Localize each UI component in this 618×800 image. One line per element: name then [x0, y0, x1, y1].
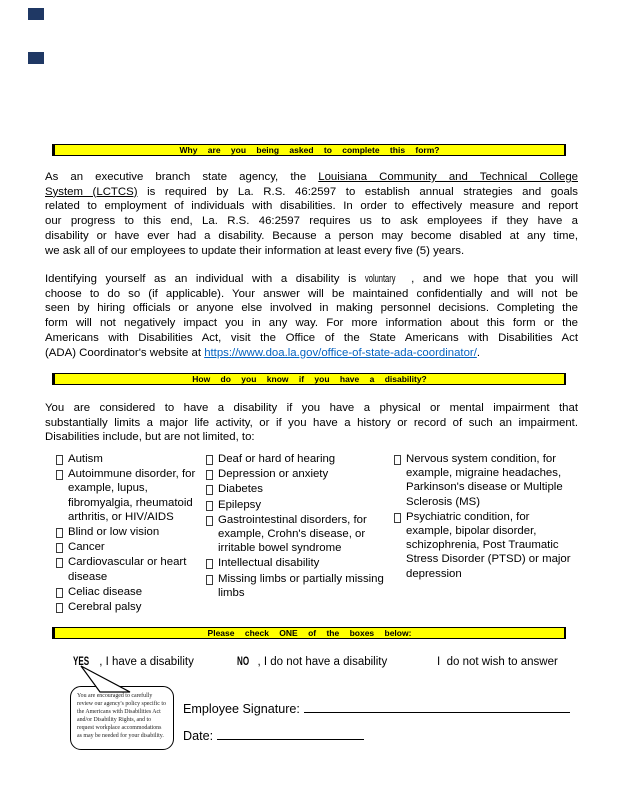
date-line[interactable] — [217, 727, 364, 740]
yes-label: YES — [73, 656, 90, 668]
checkbox-icon — [394, 513, 401, 523]
disability-list-item — [205, 513, 385, 556]
banner-why-asked: Why are you being asked to complete this form? — [52, 144, 566, 156]
paragraph-line — [45, 185, 578, 200]
paragraph-line — [45, 430, 578, 445]
definition-paragraph — [45, 401, 578, 445]
paragraph-line — [45, 199, 578, 214]
emphasized-text: System (LCTCS) — [45, 185, 138, 198]
body-text: form will not negatively impact you in any way. For more information about this form or the — [45, 317, 578, 330]
disability-list-item — [393, 510, 575, 581]
paragraph-line — [45, 229, 578, 244]
body-text: is required by La. R.S. 46:2597 to establish annual strategies and goals — [137, 185, 578, 198]
banner-check-one: Please check ONE of the boxes below: — [52, 627, 566, 639]
intro-paragraph — [45, 170, 578, 258]
emphasized-text: voluntary — [364, 273, 396, 285]
checkbox-icon — [206, 455, 213, 465]
callout-bubble: You are encouraged to carefully review our agency's policy specific to the Americans with Disabilities Act and/or Disability Rights, and to request workplace accommodations as may be needed for your disability. — [70, 686, 174, 750]
disability-item-text: Psychiatric condition, for example, bipolar disorder, schizophrenia, Post Traumatic Stress Disorder (PTSD) or major depression — [406, 510, 571, 580]
disability-list-item — [55, 540, 205, 554]
paragraph-line — [45, 301, 578, 316]
disability-list-item — [55, 555, 205, 583]
body-text: As an executive branch state agency, the — [45, 171, 319, 183]
paragraph-line — [45, 244, 578, 259]
disability-list-item — [205, 467, 385, 481]
paragraph-line — [45, 316, 578, 331]
disability-list-item — [393, 452, 575, 509]
paragraph-line — [45, 214, 578, 229]
disability-list-column-2 — [205, 452, 385, 601]
disability-item-text: Gastrointestinal disorders, for example, Crohn's disease, or irritable bowel syndrome — [218, 513, 367, 555]
checkbox-icon — [206, 559, 213, 569]
disability-list-column-1 — [55, 452, 205, 615]
checkbox-icon — [394, 455, 401, 465]
paragraph-line — [45, 401, 578, 416]
checkbox-icon — [56, 588, 63, 598]
checkbox-icon — [56, 528, 63, 538]
body-text: You are considered to have a disability if you have a physical or mental impairment that — [45, 402, 578, 414]
body-text: related to employment of individuals with disabilities. In order to effectively measure and report — [45, 200, 578, 213]
disability-item-text: Depression or anxiety — [218, 468, 329, 481]
body-text: Disabilities include, but are not limited, to: — [45, 431, 255, 444]
paragraph-line — [45, 331, 578, 346]
disability-list-item — [205, 482, 385, 496]
body-text: disability or have ever had a disability. Because a person may become disabled at any time, — [45, 229, 578, 242]
answer-abstain-option[interactable]: I do not wish to answer — [437, 656, 558, 668]
dark-marker-icon — [28, 52, 44, 64]
body-text: Identifying yourself as an individual with a disability is — [45, 273, 365, 285]
disability-list-item — [55, 525, 205, 539]
disability-item-text: Intellectual disability — [218, 557, 320, 570]
paragraph-line — [45, 287, 578, 302]
body-text: Americans with Disabilities Act, visit the Office of the State Americans with Disabilities Act — [45, 331, 578, 344]
checkbox-icon — [56, 455, 63, 465]
disability-item-text: Deaf or hard of hearing — [218, 453, 336, 465]
disability-list-item — [55, 585, 205, 599]
employee-signature-label: Employee Signature: — [183, 702, 300, 716]
date-row — [183, 727, 364, 743]
checkbox-icon — [206, 501, 213, 511]
disability-list-item — [205, 452, 385, 466]
checkbox-icon — [206, 470, 213, 480]
checkbox-icon — [206, 485, 213, 495]
employee-signature-line[interactable] — [304, 700, 570, 713]
no-label: NO — [237, 656, 250, 668]
disability-item-text: Cerebral palsy — [68, 601, 142, 614]
body-text: . — [476, 346, 481, 359]
answer-no-option[interactable] — [237, 656, 387, 668]
checkbox-icon — [56, 603, 63, 613]
disability-item-text: Cancer — [68, 541, 105, 554]
paragraph-line — [45, 416, 578, 431]
disability-item-text: Nervous system condition, for example, migraine headaches, Parkinson's disease or Multiple Sclerosis (MS) — [406, 453, 563, 508]
body-text: , and we hope that you will — [411, 273, 578, 285]
body-text: substantially limits a major life activity, or if you have a history or record of such an impairment. — [45, 416, 578, 429]
body-text: seen by hiring officials or anyone else involved in making personnel decisions. Completing the — [45, 302, 578, 315]
body-text: choose to do so (if applicable). Your answer will be maintained confidentially and will not be — [45, 287, 578, 300]
disability-item-text: Celiac disease — [68, 585, 143, 598]
banner-how-know: How do you know if you have a disability? — [52, 373, 566, 385]
callout-pointer — [72, 664, 152, 694]
checkbox-icon — [56, 558, 63, 568]
date-label: Date: — [183, 729, 214, 743]
disability-item-text: Blind or low vision — [68, 526, 160, 539]
checkbox-icon — [206, 516, 213, 526]
disability-list-item — [205, 556, 385, 570]
disability-list-column-3 — [393, 452, 575, 582]
checkbox-icon — [206, 575, 213, 585]
body-text: our progress to this end, La. R.S. 46:2597 requires us to ask employees if they have a — [45, 215, 578, 228]
disability-item-text: Epilepsy — [218, 498, 262, 511]
disability-list-item — [205, 498, 385, 512]
yes-text: , I have a disability — [96, 656, 194, 668]
paragraph-line — [45, 170, 578, 185]
disability-item-text: Missing limbs or partially missing limbs — [218, 572, 384, 599]
disability-list-item — [55, 452, 205, 466]
ada-coordinator-link[interactable]: https://www.doa.la.gov/office-of-state-ada-coordinator/ — [204, 346, 477, 359]
paragraph-line — [45, 272, 578, 287]
voluntary-paragraph — [45, 272, 578, 360]
no-text: , I do not have a disability — [254, 656, 388, 668]
body-text: (ADA) Coordinator's website at — [45, 346, 205, 359]
disability-item-text: Cardiovascular or heart disease — [68, 556, 187, 583]
checkbox-icon — [56, 543, 63, 553]
disability-item-text: Autoimmune disorder, for example, lupus, fibromyalgia, rheumatoid arthritis, or HIV/AIDS — [68, 468, 196, 523]
disability-item-text: Diabetes — [218, 483, 263, 496]
body-text: we ask all of our employees to update their information at least every five (5) years. — [45, 244, 465, 257]
disability-list-item — [55, 600, 205, 614]
dark-marker-icon — [28, 8, 44, 20]
disability-list-item — [55, 467, 205, 524]
disability-list-item — [205, 572, 385, 600]
employee-signature-row — [183, 700, 570, 716]
disability-item-text: Autism — [68, 453, 103, 465]
paragraph-line — [45, 346, 578, 361]
emphasized-text: Louisiana Community and Technical College — [318, 171, 578, 183]
checkbox-icon — [56, 470, 63, 480]
